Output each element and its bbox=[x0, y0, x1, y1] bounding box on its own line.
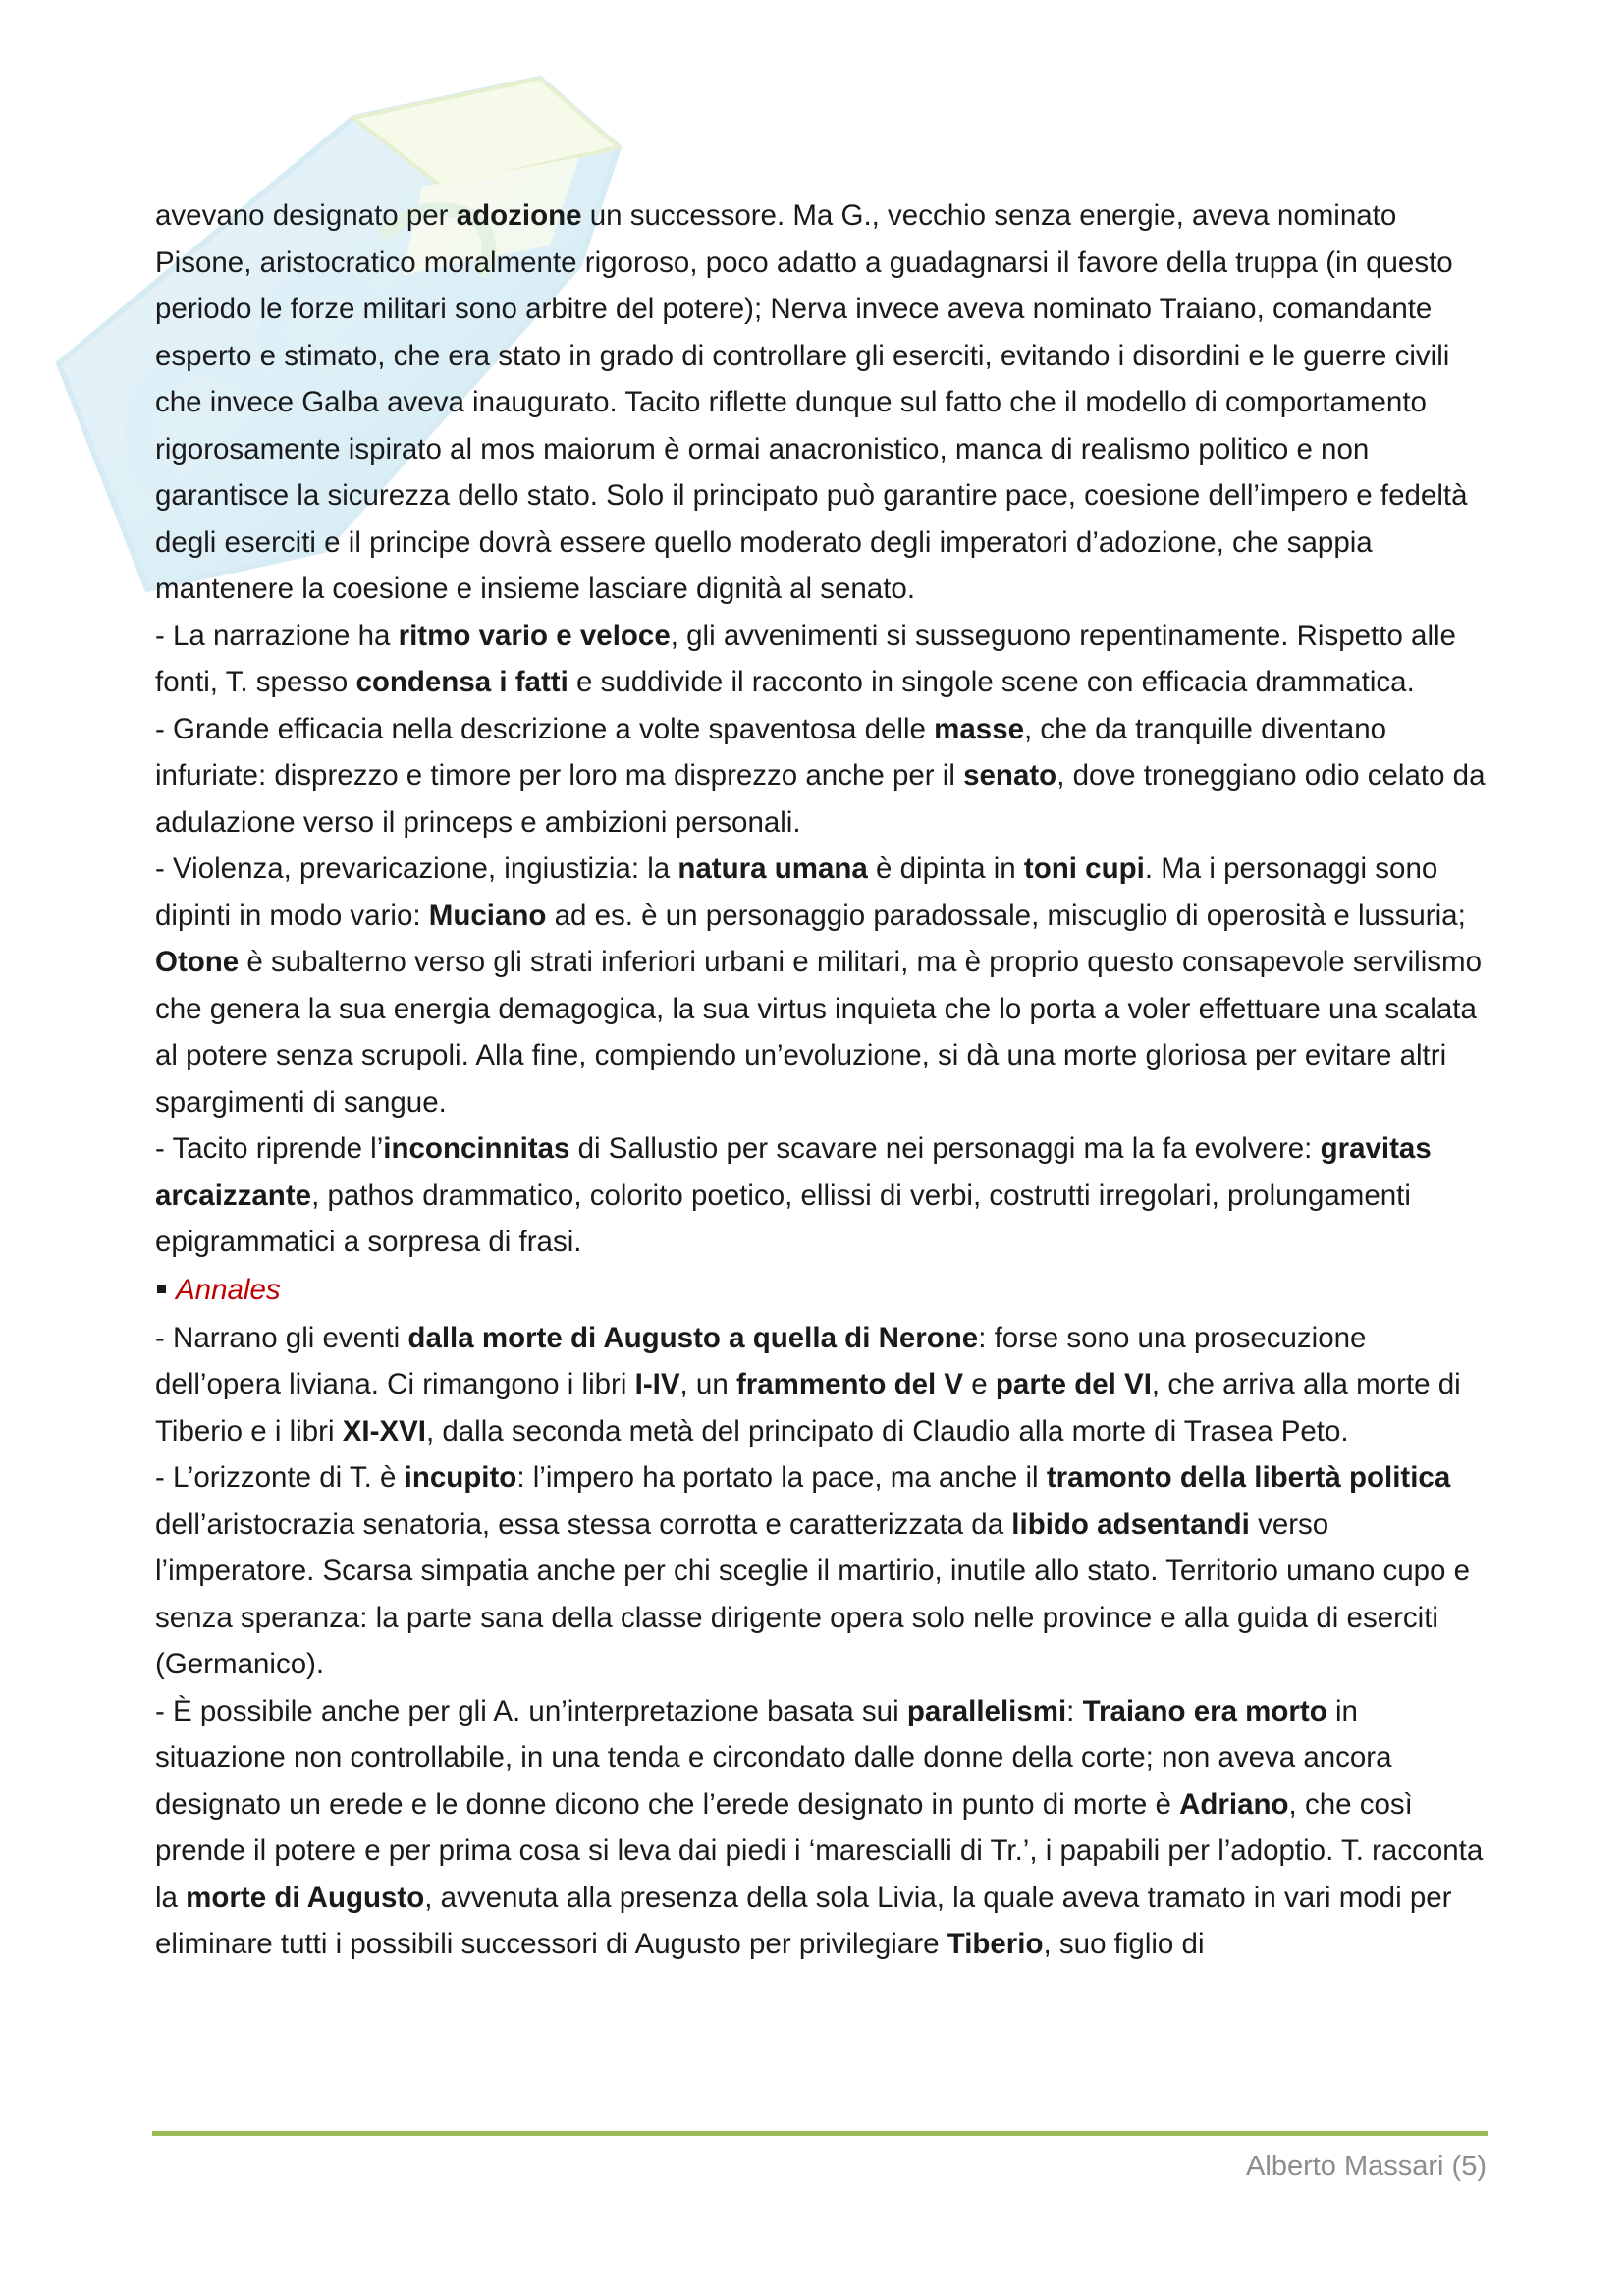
text-run: avevano designato per bbox=[155, 199, 457, 232]
text-run: , che così prende il potere e per prima cosa si leva dai piedi i ‘marescialli di Tr.’, i papabili per l’adoptio. T. racconta la bbox=[155, 1787, 1484, 1914]
text-run: , avvenuta alla presenza della sola Livia, la quale aveva tramato in vari modi per eliminare tutti i possibili successori di Augusto per privilegiare bbox=[155, 1881, 1452, 1960]
bold-text: Tiberio bbox=[947, 1928, 1044, 1960]
text-run: - Tacito riprende l’ bbox=[155, 1132, 384, 1165]
bold-text: dalla morte di Augusto a quella di Nerone bbox=[407, 1321, 979, 1354]
text-run: . Ma i personaggi sono dipinti in modo vario: bbox=[155, 852, 1438, 932]
paragraph bbox=[155, 846, 1490, 1125]
text-run: e suddivide il racconto in singole scene con efficacia drammatica. bbox=[568, 666, 1415, 698]
text-run: in situazione non controllabile, in una tenda e circondato dalle donne della corte; non aveva ancora designato un erede e le donne dicono che l’erede designato in punto di morte è bbox=[155, 1694, 1392, 1821]
text-run: - La narrazione ha bbox=[155, 619, 399, 652]
paragraph-group-1 bbox=[155, 192, 1490, 1266]
section-title: Annales bbox=[176, 1273, 281, 1306]
text-run: - L’orizzonte di T. è bbox=[155, 1461, 405, 1494]
text-run: , gli avvenimenti si susseguono repentinamente. Rispetto alle fonti, T. spesso bbox=[155, 619, 1456, 698]
bold-text: Traiano era morto bbox=[1082, 1694, 1327, 1727]
bold-text: libido adsentandi bbox=[1011, 1507, 1250, 1541]
text-run: è subalterno verso gli strati inferiori urbani e militari, ma è proprio questo consapevole servilismo che genera la sua energia demagogica, la sua virtus inquieta che lo porta a voler effettuare una scalata al potere senza scrupoli. Alla fine, compiendo un’evoluzione, si dà una morte gloriosa per evitare altri spargimenti di sangue. bbox=[155, 946, 1483, 1119]
text-run: : l’impero ha portato la pace, ma anche il bbox=[516, 1461, 1047, 1494]
bold-text: XI-XVI bbox=[342, 1414, 426, 1448]
text-run: - Narrano gli eventi bbox=[155, 1321, 408, 1354]
bold-text: tramonto della libertà politica bbox=[1046, 1461, 1451, 1494]
bold-text: adozione bbox=[456, 199, 582, 232]
text-run: è dipinta in bbox=[867, 852, 1024, 885]
text-run: , che arriva alla morte di Tiberio e i libri bbox=[155, 1368, 1461, 1448]
section-heading bbox=[155, 1266, 1490, 1315]
text-run: : forse sono una prosecuzione dell’opera liviana. Ci rimangono i libri bbox=[155, 1321, 1367, 1400]
text-run: ad es. è un personaggio paradossale, miscuglio di operosità e lussuria; bbox=[546, 899, 1466, 932]
text-run: , dalla seconda metà del principato di Claudio alla morte di Trasea Peto. bbox=[425, 1414, 1349, 1448]
bold-text: I-IV bbox=[634, 1368, 680, 1400]
bold-text: parte del VI bbox=[995, 1368, 1152, 1400]
text-run: un successore. Ma G., vecchio senza energie, aveva nominato Pisone, aristocratico moralmente rigoroso, poco adatto a guadagnarsi il favore della truppa (in questo periodo le forze militari sono arbitre del potere); Nerva invece aveva nominato Traiano, comandante esperto e stimato, che era stato in grado di controllare gli eserciti, evitando i disordini e le guerre civili che invece Galba aveva inaugurato. Tacito riflette dunque sul fatto che il modello di comportamento rigorosamente ispirato al mos maiorum è ormai anacronistico, manca di realismo politico e non garantisce la sicurezza dello stato. Solo il principato può garantire pace, coesione dell’impero e fedeltà degli eserciti e il principe dovrà essere quello moderato degli imperatori d’adozione, che sappia mantenere la coesione e insieme lasciare dignità al senato. bbox=[155, 199, 1468, 605]
square-bullet-icon bbox=[157, 1285, 166, 1293]
text-run: e bbox=[963, 1368, 996, 1400]
bold-text: frammento del V bbox=[735, 1368, 964, 1400]
bold-text: parallelismi bbox=[906, 1694, 1067, 1727]
document-body bbox=[155, 192, 1490, 1968]
bold-text: condensa i fatti bbox=[355, 666, 568, 698]
text-run: , dove troneggiano odio celato da adulazione verso il princeps e ambizioni personali. bbox=[155, 759, 1486, 839]
footer-page-label: Alberto Massari (5) bbox=[1246, 2151, 1487, 2182]
text-run: verso l’imperatore. Scarsa simpatia anche per chi sceglie il martirio, inutile allo stato. Territorio umano cupo e senza speranza: la parte sana della classe dirigente opera solo nelle province e alla guida di eserciti (Germanico). bbox=[155, 1507, 1471, 1680]
bold-text: masse bbox=[934, 712, 1025, 745]
text-run: dell’aristocrazia senatoria, essa stessa corrotta e caratterizzata da bbox=[155, 1507, 1012, 1541]
bold-text: incupito bbox=[404, 1461, 517, 1494]
text-run: , pathos drammatico, colorito poetico, ellissi di verbi, costrutti irregolari, prolungamenti epigrammatici a sorpresa di frasi. bbox=[155, 1178, 1411, 1258]
paragraph bbox=[155, 192, 1490, 613]
paragraph bbox=[155, 1125, 1490, 1266]
bold-text: morte di Augusto bbox=[186, 1881, 425, 1914]
paragraph bbox=[155, 613, 1490, 706]
text-run: : bbox=[1066, 1694, 1083, 1727]
bold-text: Otone bbox=[155, 946, 240, 978]
paragraph bbox=[155, 1454, 1490, 1688]
bold-text: gravitas arcaizzante bbox=[155, 1132, 1432, 1212]
text-run: , un bbox=[679, 1368, 736, 1400]
text-run: , suo figlio di bbox=[1043, 1928, 1205, 1960]
paragraph-group-2 bbox=[155, 1315, 1490, 1968]
text-run: di Sallustio per scavare nei personaggi ma la fa evolvere: bbox=[569, 1132, 1321, 1165]
text-run: , che da tranquille diventano infuriate: disprezzo e timore per loro ma disprezzo anche per il bbox=[155, 712, 1387, 792]
text-run: - Grande efficacia nella descrizione a volte spaventosa delle bbox=[155, 712, 935, 745]
footer-rule bbox=[152, 2131, 1488, 2136]
bold-text: toni cupi bbox=[1023, 852, 1145, 885]
bold-text: Adriano bbox=[1179, 1787, 1289, 1821]
bold-text: Muciano bbox=[428, 899, 547, 932]
bold-text: ritmo vario e veloce bbox=[398, 619, 671, 652]
bold-text: natura umana bbox=[677, 852, 868, 885]
text-run: - Violenza, prevaricazione, ingiustizia: la bbox=[155, 852, 678, 885]
bold-text: senato bbox=[963, 759, 1057, 792]
paragraph bbox=[155, 1688, 1490, 1968]
paragraph bbox=[155, 1315, 1490, 1455]
paragraph bbox=[155, 706, 1490, 847]
bold-text: inconcinnitas bbox=[383, 1132, 570, 1165]
text-run: - È possibile anche per gli A. un’interpretazione basata sui bbox=[155, 1694, 907, 1727]
